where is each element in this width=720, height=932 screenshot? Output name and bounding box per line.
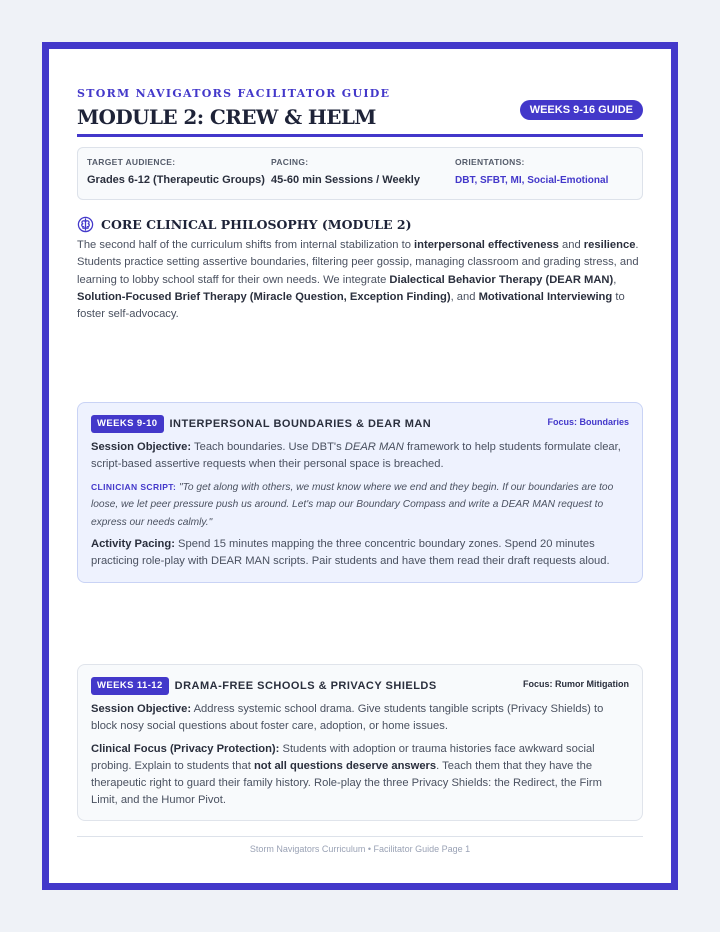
pacing-value: 45-60 min Sessions / Weekly bbox=[271, 174, 420, 186]
pacing-label: PACING: bbox=[271, 157, 309, 167]
philosophy-text: to foster self-advocacy. bbox=[77, 290, 625, 321]
week-badge: WEEKS 11-12 bbox=[91, 677, 169, 695]
clinical-focus-text: Students with adoption or trauma histories face awkward social probing. Explain to students that bbox=[91, 742, 595, 772]
clinical-focus-label: Clinical Focus (Privacy Protection): bbox=[91, 742, 280, 755]
philosophy-bold: Dialectical Behavior Therapy (DEAR MAN) bbox=[389, 273, 614, 286]
session-objective bbox=[91, 701, 629, 736]
clinical-focus bbox=[91, 741, 629, 810]
pacing-label: Activity Pacing: bbox=[91, 538, 175, 551]
audience-value: Grades 6-12 (Therapeutic Groups) bbox=[87, 174, 265, 186]
objective-text: framework to help students formulate clear, script-based assertive requests when their personal space is breached. bbox=[91, 441, 621, 471]
philosophy-bold: resilience bbox=[583, 239, 636, 251]
clinical-focus-bold: not all questions deserve answers bbox=[253, 759, 437, 772]
brain-icon bbox=[77, 216, 94, 233]
card-title: DRAMA-FREE SCHOOLS & PRIVACY SHIELDS bbox=[174, 680, 437, 692]
objective-label: Session Objective: bbox=[91, 441, 192, 453]
philosophy-bold: Solution-Focused Brief Therapy (Miracle Question, Exception Finding) bbox=[77, 290, 451, 303]
objective-emphasis: DEAR MAN bbox=[344, 441, 404, 453]
philosophy-text: . Students practice setting assertive boundaries, filtering peer gossip, managing classroom and grading stress, and learning to lobby school staff for their own needs. We integrate bbox=[77, 239, 639, 286]
meta-box bbox=[77, 147, 643, 200]
week-badge: WEEKS 9-10 bbox=[91, 415, 164, 433]
footer-divider bbox=[77, 836, 643, 837]
orientations-label: ORIENTATIONS: bbox=[455, 157, 525, 167]
focus-label: Focus: Rumor Mitigation bbox=[523, 679, 629, 689]
philosophy-paragraph bbox=[77, 237, 643, 323]
clinical-focus-text: . Teach them that they have the therapeutic right to guard their family history. Role-play the three Privacy Shields: the Redirect, the Firm Limit, and the Humor Pivot. bbox=[91, 759, 602, 807]
objective-text: Teach boundaries. Use DBT's bbox=[191, 441, 345, 453]
weeks-pill: WEEKS 9-16 GUIDE bbox=[520, 100, 643, 120]
script-label: CLINICIAN SCRIPT: bbox=[91, 481, 177, 492]
card-header bbox=[91, 676, 629, 696]
activity-pacing bbox=[91, 536, 629, 571]
philosophy-bold: interpersonal effectiveness bbox=[414, 239, 559, 251]
meta-pacing bbox=[271, 157, 420, 186]
page-footer: Storm Navigators Curriculum • Facilitator Guide Page 1 bbox=[249, 844, 471, 854]
orientations-value: DBT, SFBT, MI, Social-Emotional bbox=[455, 175, 609, 186]
session-objective bbox=[91, 439, 629, 474]
philosophy-bold: Motivational Interviewing bbox=[478, 290, 613, 303]
title-divider bbox=[77, 134, 643, 137]
session-card-weeks-11-12 bbox=[77, 664, 643, 821]
script-text: "To get along with others, we must know where we end and they begin. If our boundaries are too loose, we let peer pressure push us around. Let's map our Boundary Compass and write a DEAR MAN request to express our needs calmly." bbox=[91, 481, 614, 528]
objective-text: Address systemic school drama. Give students tangible scripts (Privacy Shields) to block nosy social questions about foster care, adoption, or home issues. bbox=[91, 703, 604, 733]
philosophy-heading bbox=[77, 216, 412, 233]
meta-audience bbox=[87, 157, 265, 186]
guide-eyebrow: STORM NAVIGATORS FACILITATOR GUIDE bbox=[77, 87, 391, 100]
session-card-weeks-9-10 bbox=[77, 402, 643, 583]
objective-label: Session Objective: bbox=[91, 703, 192, 715]
card-title: INTERPERSONAL BOUNDARIES & DEAR MAN bbox=[169, 418, 432, 430]
focus-label: Focus: Boundaries bbox=[547, 417, 629, 427]
philosophy-text: The second half of the curriculum shifts from internal stabilization to bbox=[77, 239, 415, 251]
meta-orientations bbox=[455, 157, 608, 186]
card-header bbox=[91, 414, 629, 434]
audience-label: TARGET AUDIENCE: bbox=[87, 157, 176, 167]
philosophy-text: , bbox=[613, 273, 617, 286]
pacing-text: Spend 15 minutes mapping the three concentric boundary zones. Spend 20 minutes practicing role-play with DEAR MAN scripts. Pair students and have them read their draft requests aloud. bbox=[91, 538, 610, 568]
philosophy-text: and bbox=[558, 239, 584, 251]
module-title: MODULE 2: CREW & HELM bbox=[77, 105, 376, 129]
page-frame bbox=[42, 42, 678, 890]
philosophy-text: , and bbox=[450, 290, 479, 303]
clinician-script bbox=[91, 479, 629, 532]
philosophy-heading-text: CORE CLINICAL PHILOSOPHY (MODULE 2) bbox=[101, 217, 412, 232]
